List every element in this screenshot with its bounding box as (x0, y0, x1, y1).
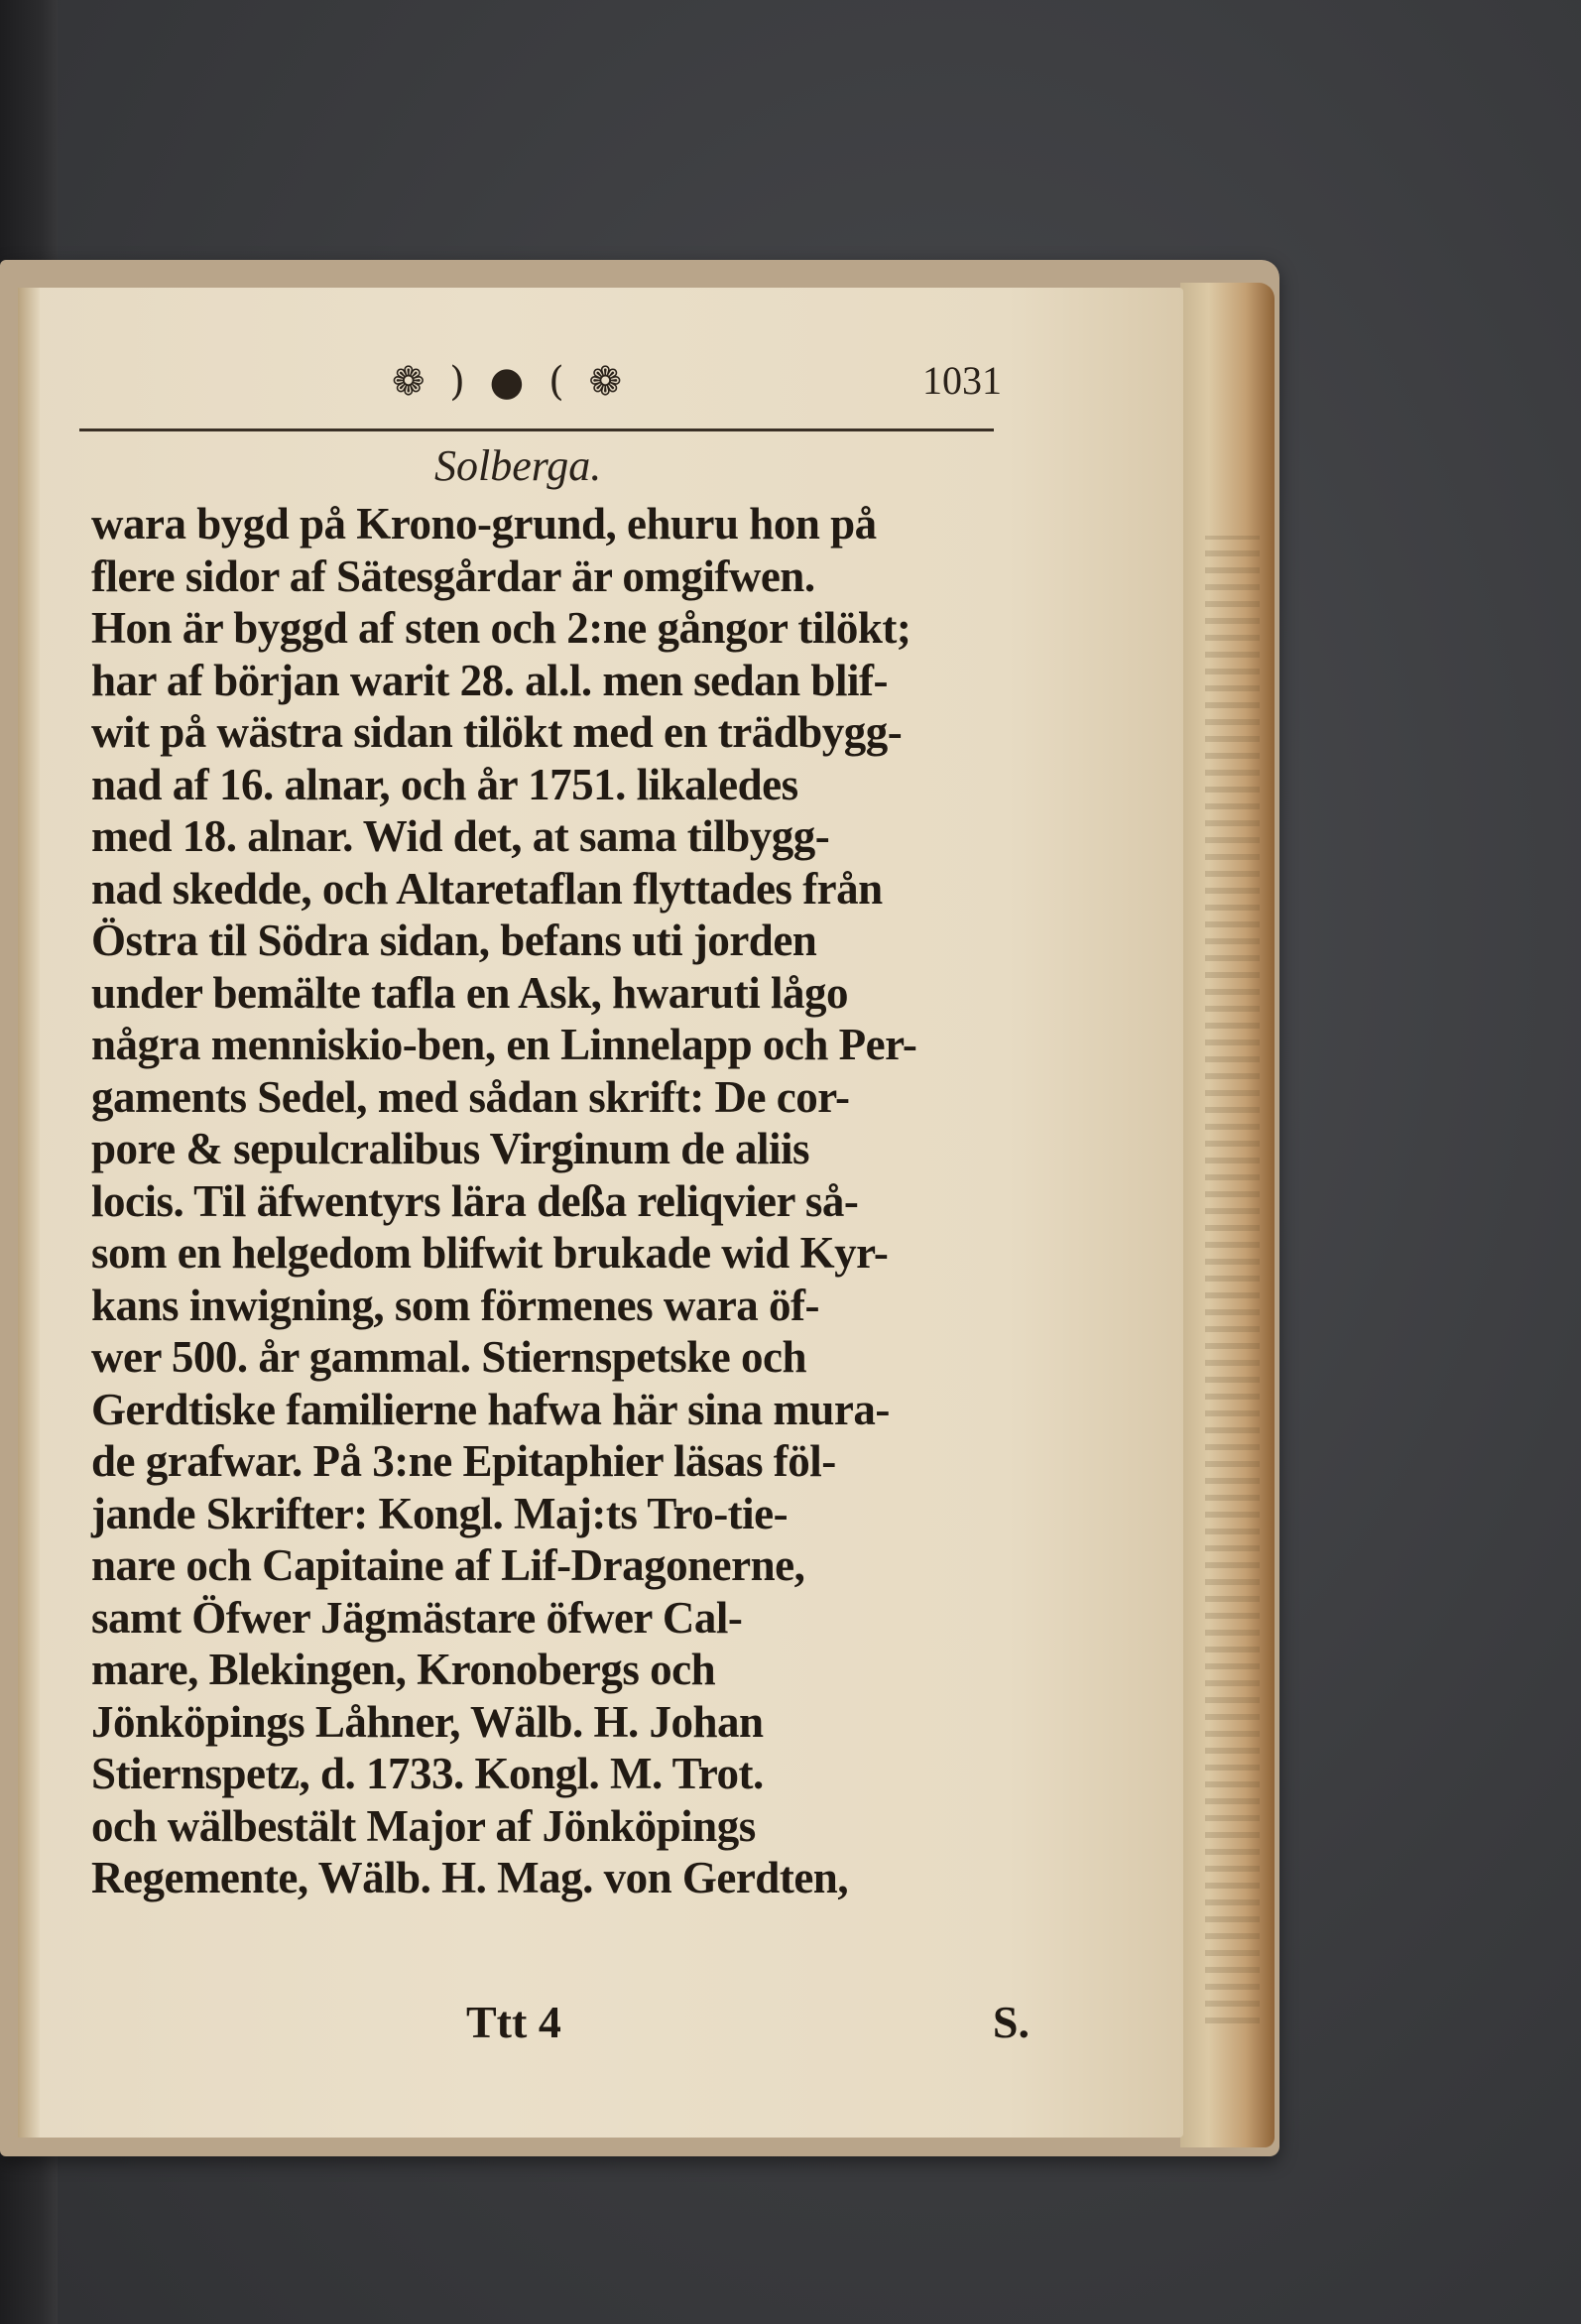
text-line: nad skedde, och Altaretaflan flyttades från (91, 863, 883, 914)
text-line: som en helgedom blifwit brukade wid Kyr- (91, 1228, 889, 1278)
text-line: har af början warit 28. al.l. men sedan blif- (91, 655, 888, 705)
text-line: wara bygd på Krono-grund, ehuru hon på (91, 499, 877, 549)
text-line: wit på wästra sidan tilökt med en trädbygg- (91, 707, 903, 757)
header-ornament: ❁ ) ● ( ❁ (392, 359, 629, 405)
text-line: några menniskio-ben, en Linnelapp och Per- (91, 1020, 917, 1069)
header-rule (79, 428, 994, 431)
running-title: Solberga. (434, 441, 602, 490)
text-line: flere sidor af Sätesgårdar är omgifwen. (91, 550, 815, 601)
catchword: S. (992, 1997, 1030, 2047)
text-line: Östra til Södra sidan, befans uti jorden (91, 916, 817, 965)
text-line: kans inwigning, som förmenes wara öf- (91, 1280, 820, 1330)
text-line: med 18. alnar. Wid det, at sama tilbygg- (91, 811, 830, 861)
text-line: samt Öfwer Jägmästare öfwer Cal- (91, 1592, 743, 1643)
text-line: de grafwar. På 3:ne Epitaphier läsas föl- (91, 1436, 836, 1486)
printer-signature: Ttt 4 (466, 1997, 561, 2047)
text-line: wer 500. år gammal. Stiernspetske och (91, 1332, 807, 1382)
text-line: gaments Sedel, med sådan skrift: De cor- (91, 1071, 850, 1122)
text-line: Jönköpings Låhner, Wälb. H. Johan (91, 1696, 764, 1747)
text-line: locis. Til äfwentyrs lära deßa reliqvier så- (91, 1175, 859, 1226)
page-gutter (18, 288, 40, 2138)
body-text (91, 498, 1034, 1904)
text-line: mare, Blekingen, Kronobergs och (91, 1645, 716, 1694)
text-line: Stiernspetz, d. 1733. Kongl. M. Trot. (91, 1749, 764, 1798)
text-line: pore & sepulcralibus Virginum de aliis (91, 1124, 810, 1173)
page-number: 1031 (922, 358, 1002, 403)
text-line: Hon är byggd af sten och 2:ne gångor tilökt; (91, 603, 912, 653)
text-line: jande Skrifter: Kongl. Maj:ts Tro-tie- (91, 1488, 789, 1538)
text-line: nare och Capitaine af Lif-Dragonerne, (91, 1540, 805, 1590)
text-line: Regemente, Wälb. H. Mag. von Gerdten, (91, 1853, 849, 1902)
page-edge-stain (1205, 536, 1260, 2023)
text-line: och wälbestält Major af Jönköpings (91, 1800, 756, 1851)
text-line: Gerdtiske familierne hafwa här sina mura- (91, 1384, 890, 1434)
text-line: under bemälte tafla en Ask, hwaruti lågo (91, 967, 848, 1018)
text-line: nad af 16. alnar, och år 1751. likaledes (91, 759, 798, 809)
